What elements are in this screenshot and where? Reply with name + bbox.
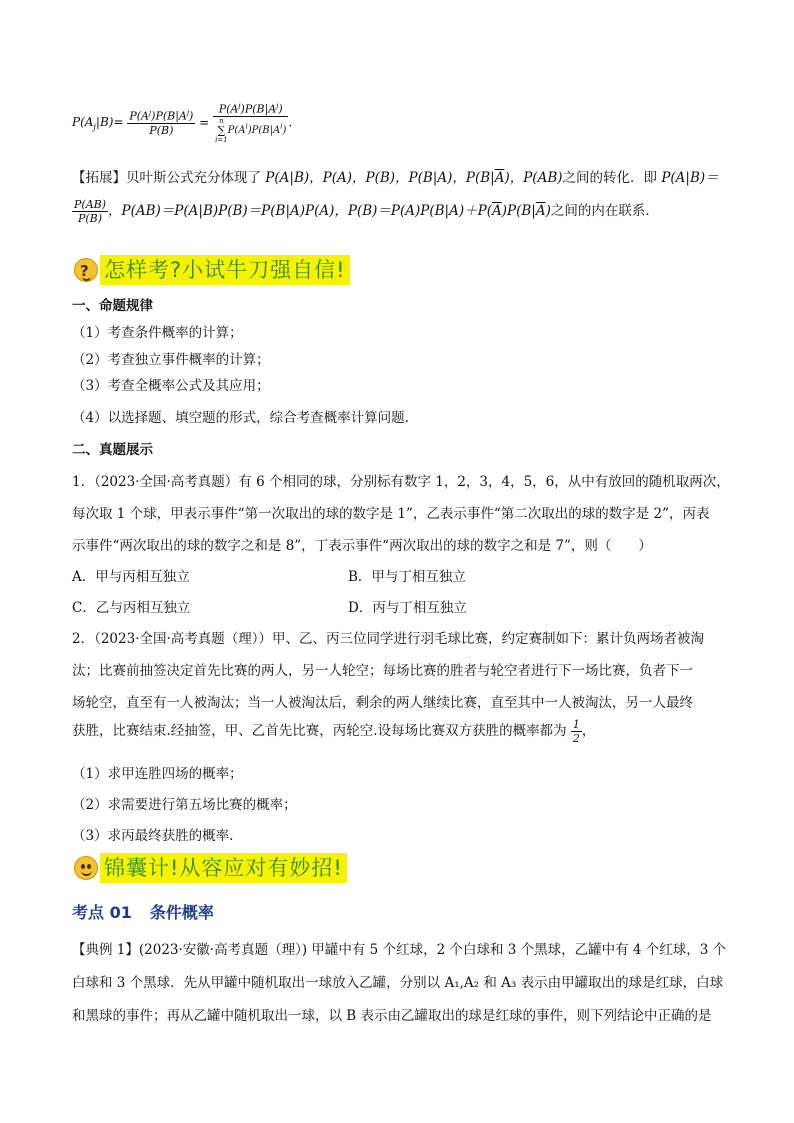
question-1-line: 示事件“两次取出的球的数字之和是 8”，丁表示事件“两次取出的球的数字之和是 7”，则（ ） [72,538,652,554]
bayes-formula: $P(A_j|B)=$ $\frac{P(A^j)P(B|A^j)}{P(B)}$ = $P(A^j)P(B|A^j)$ n ∑ i=1 $P(A^i)P(B|A^i)$ . [72,102,293,144]
question-2-line: 场轮空，直至有一人被淘汰；当一人被淘汰后，剩余的两人继续比赛，直至其中一人被淘汰，另一人最终 [72,695,693,711]
banner-1-text: 怎样考?小试牛刀强自信! [100,255,350,285]
extension-fraction: $\frac{P(AB)}{P(B)}$ [74,198,107,225]
banner-how-to-test [74,255,350,285]
question-2-line: 2．（2023·全国·高考真题（理））甲、乙、丙三位同学进行羽毛球比赛，约定赛制如下：累计负两场者被淘 [72,631,705,647]
rule-item: （4）以选择题、填空题的形式，综合考查概率计算问题. [72,410,409,426]
kaodian-label: 考点 01 [72,903,132,922]
option-a: A．甲与丙相互独立 [72,569,190,585]
rule-item: （3）考查全概率公式及其应用； [72,378,270,394]
question-1-line: 每次取 1 个球，甲表示事件“第一次取出的球的数字是 1”，乙表示事件“第二次取出的球的数字是 2”，丙表 [72,506,710,522]
rule-item: （1）考查条件概率的计算； [72,325,243,341]
smiling-face-icon [74,856,98,880]
question-2-line: 汰；比赛前抽签决定首先比赛的两人，另一人轮空；每场比赛的胜者与轮空者进行下一场比赛，负者下一 [72,663,693,679]
kaodian-title: 条件概率 [149,903,214,922]
example-line: 【典例 1】(2023·安徽·高考真题（理）) 甲罐中有 5 个红球，2 个白球和 3 个黑球，乙罐中有 4 个红球，3 个 [72,942,727,958]
kaodian-heading [72,900,214,923]
example-line: 白球和 3 个黑球．先从甲罐中随机取出一球放入乙罐，分别以 A₁,A₂ 和 A₃ 表示由甲罐取出的球是红球，白球 [72,975,724,991]
thinking-face-icon: ? [74,258,98,282]
option-d: D．丙与丁相互独立 [348,600,467,616]
formula-fraction-1: $\frac{P(A^j)P(B|A^j)}{P(B)}$ [129,109,194,137]
formula-fraction-2: $P(A^j)P(B|A^j)$ n ∑ i=1 $P(A^i)P(B|A^i)$ [215,102,287,144]
extension-line-2: $\frac{P(AB)}{P(B)}$ ，P(AB)＝P(A|B)P(B)＝P(B|A)P(A)，$P(B)=P(A)P(B|A)+P(\overline{A})P(B|\overline{A})$之间的内在联系． [74,198,659,225]
question-1-line: 1．（2023·全国·高考真题）有 6 个相同的球，分别标有数字 1，2，3，4，5，6，从中有放回的随机取两次， [72,474,730,490]
formula-lhs: $P(A_j|B)=$ [72,115,124,132]
rule-item: （2）考查独立事件概率的计算； [72,352,270,368]
probability-half-fraction: $\frac{1}{2}$ [572,718,580,745]
question-2-line-last: 获胜，比赛结束.经抽签，甲、乙首先比赛，丙轮空.设每场比赛双方获胜的概率都为 $\frac{1}{2}$ ， [72,718,596,745]
question-2-item: （2）求需要进行第五场比赛的概率； [72,797,297,813]
option-b: B．甲与丁相互独立 [348,569,466,585]
question-2-item: （3）求丙最终获胜的概率. [72,828,234,844]
option-c: C．乙与丙相互独立 [72,600,191,616]
formula-equals: = [199,115,210,130]
section-1-heading: 一、命题规律 [72,298,153,314]
banner-tips [74,853,347,883]
banner-2-text: 锦囊计!从容应对有妙招! [100,853,347,883]
question-2-item: （1）求甲连胜四场的概率； [72,766,243,782]
section-2-heading: 二、真题展示 [72,442,153,458]
extension-label: 【拓展】 [72,170,126,186]
extension-line-1: 【拓展】贝叶斯公式充分体现了 P(A|B)，P(A)，P(B)，P(B|A)，$P(B|\overline{A})$，P(AB)之间的转化．即 P(A|B)＝ [72,170,719,186]
example-line: 和黑球的事件；再从乙罐中随机取出一球，以 B 表示由乙罐取出的球是红球的事件，则下列结论中正确的是 [72,1008,712,1024]
